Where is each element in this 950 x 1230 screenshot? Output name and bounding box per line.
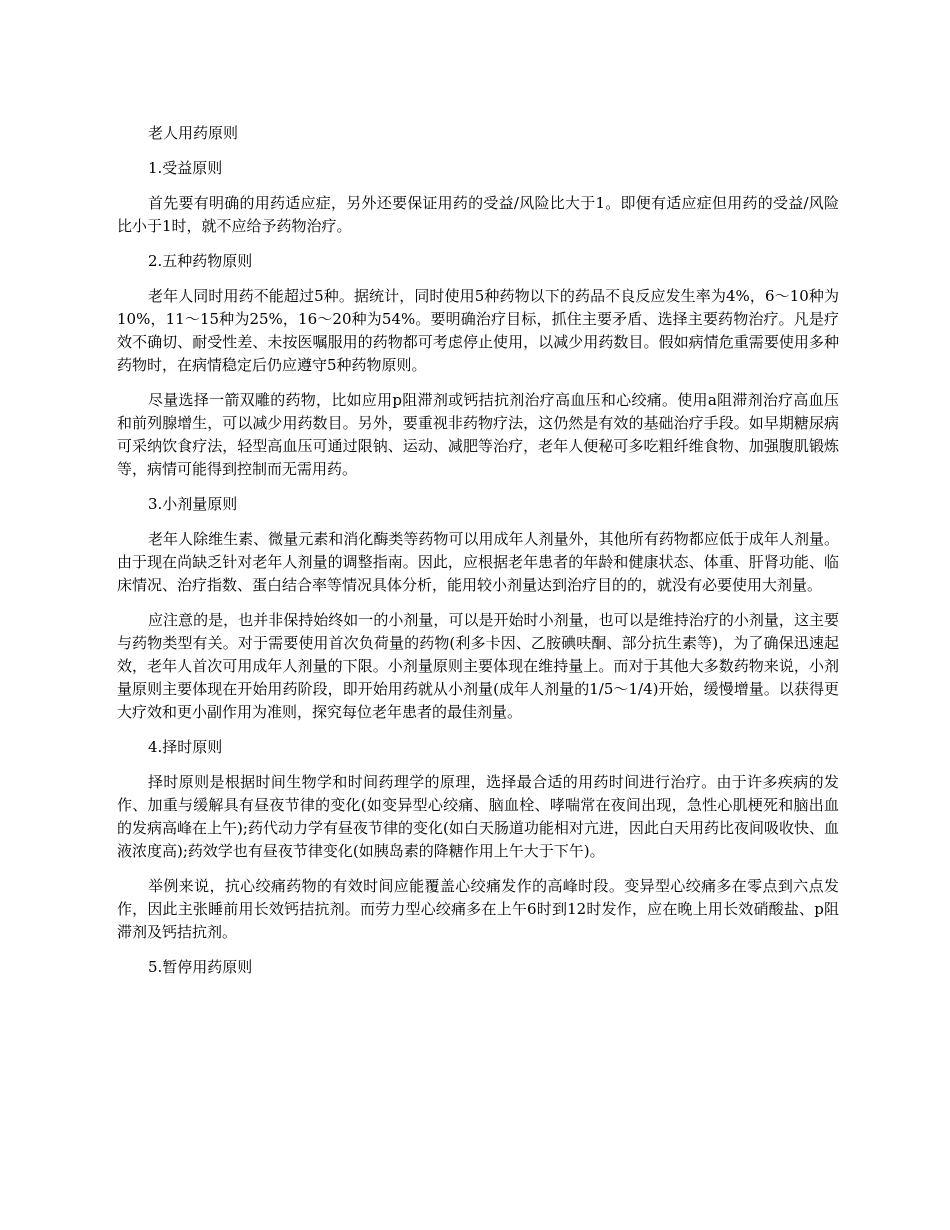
section-heading: 3.小剂量原则 bbox=[148, 495, 238, 513]
paragraph: 老年人同时用药不能超过5种。据统计，同时使用5种药物以下的药品不良反应发生率为4%，6～10种为10%，11～15种为25%，16～20种为54%。要明确治疗目标，抓住主要矛盾、选择主要药物治疗。凡是疗效不确切、耐受性差、未按医嘱服用的药物都可考虑停止使用，以减少用药数目。假如病情危重需要使用多种药物时，在病情稳定后仍应遵守5种药物原则。 bbox=[117, 287, 839, 374]
section-heading: 4.择时原则 bbox=[148, 738, 223, 756]
paragraph: 应注意的是，也并非保持始终如一的小剂量，可以是开始时小剂量，也可以是维持治疗的小剂量，这主要与药物类型有关。对于需要使用首次负荷量的药物(利多卡因、乙胺碘呋酮、部分抗生素等)，为了确保迅速起效，老年人首次可用成年人剂量的下限。小剂量原则主要体现在维持量上。而对于其他大多数药物来说，小剂量原则主要体现在开始用药阶段，即开始用药就从小剂量(成年人剂量的1/5～1/4)开始，缓慢增量。以获得更大疗效和更小副作用为准则，探究每位老年患者的最佳剂量。 bbox=[117, 611, 839, 721]
paragraph: 举例来说，抗心绞痛药物的有效时间应能覆盖心绞痛发作的高峰时段。变异型心绞痛多在零点到六点发作，因此主张睡前用长效钙拮抗剂。而劳力型心绞痛多在上午6时到12时发作，应在晚上用长效硝酸盐、p阻滞剂及钙拮抗剂。 bbox=[117, 877, 839, 941]
section-heading: 2.五种药物原则 bbox=[148, 252, 253, 270]
paragraph: 择时原则是根据时间生物学和时间药理学的原理，选择最合适的用药时间进行治疗。由于许多疾病的发作、加重与缓解具有昼夜节律的变化(如变异型心绞痛、脑血栓、哮喘常在夜间出现，急性心肌梗死和脑出血的发病高峰在上午);药代动力学有昼夜节律的变化(如白天肠道功能相对亢进，因此白天用药比夜间吸收快、血液浓度高);药效学也有昼夜节律变化(如胰岛素的降糖作用上午大于下午)。 bbox=[117, 773, 839, 860]
document-body bbox=[117, 122, 839, 991]
paragraph: 首先要有明确的用药适应症，另外还要保证用药的受益/风险比大于1。即便有适应症但用药的受益/风险比小于1时，就不应给予药物治疗。 bbox=[117, 194, 839, 235]
document-title: 老人用药原则 bbox=[148, 124, 239, 142]
paragraph: 尽量选择一箭双雕的药物，比如应用p阻滞剂或钙拮抗剂治疗高血压和心绞痛。使用a阻滞剂治疗高血压和前列腺增生，可以减少用药数目。另外，要重视非药物疗法，这仍然是有效的基础治疗手段。如早期糖尿病可采纳饮食疗法，轻型高血压可通过限钠、运动、减肥等治疗，老年人便秘可多吃粗纤维食物、加强腹肌锻炼等，病情可能得到控制而无需用药。 bbox=[117, 391, 839, 478]
section-heading: 1.受益原则 bbox=[148, 159, 223, 177]
section-heading: 5.暂停用药原则 bbox=[148, 958, 253, 976]
paragraph: 老年人除维生素、微量元素和消化酶类等药物可以用成年人剂量外，其他所有药物都应低于成年人剂量。由于现在尚缺乏针对老年人剂量的调整指南。因此，应根据老年患者的年龄和健康状态、体重、肝肾功能、临床情况、治疗指数、蛋白结合率等情况具体分析，能用较小剂量达到治疗目的的，就没有必要使用大剂量。 bbox=[117, 530, 839, 594]
